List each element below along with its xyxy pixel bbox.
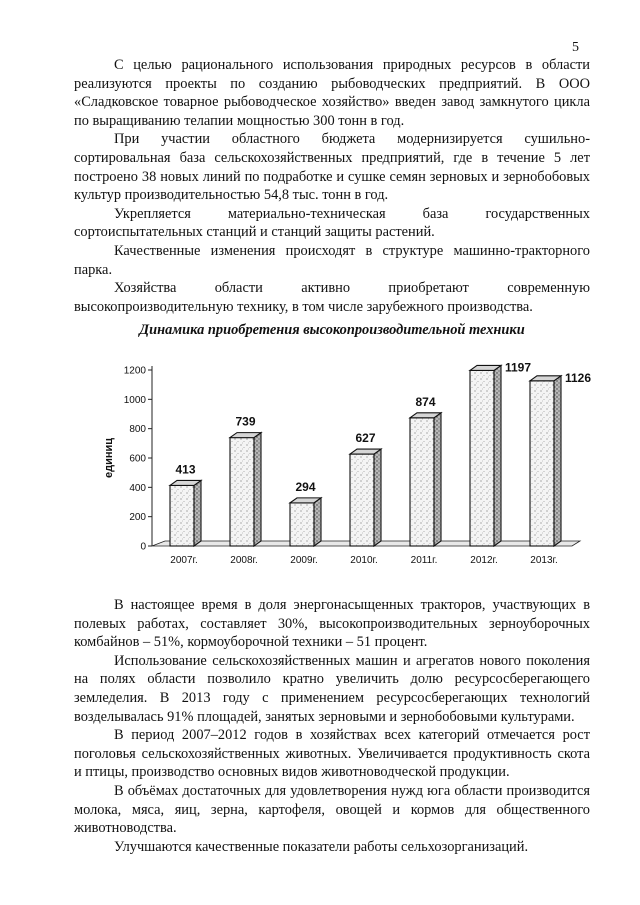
page-number: 5 (572, 40, 579, 55)
paragraph: В объёмах достаточных для удовлетворения нужд юга области производится молока, мяса, яиц, зерна, картофеля, овощей и кормов для общественного животноводства. (74, 782, 590, 837)
bar-front (410, 418, 434, 546)
paragraph: Хозяйства области активно приобретают современную высокопроизводительную технику, в том числе зарубежного производства. (74, 280, 590, 315)
bar-side (434, 413, 441, 546)
paragraph: При участии областного бюджета модернизируется сушильно-сортировальная база сельскохозяйственных предприятий, где в течение 5 лет построено 38 новых линий по подработке и сушке семян зерновых и зернобобовых культур производительностью 54,8 тыс. тонн в год. (74, 131, 590, 204)
y-tick-label: 600 (129, 453, 146, 465)
x-tick-label: 2012г. (470, 555, 498, 566)
paragraph: Улучшаются качественные показатели работы сельхозорганизаций. (114, 838, 529, 855)
bar-front (350, 454, 374, 546)
data-label: 627 (355, 431, 376, 446)
x-tick-label: 2009г. (290, 555, 318, 566)
bar-side (494, 365, 501, 546)
text-block-bottom (74, 596, 590, 856)
y-tick-label: 200 (129, 512, 146, 524)
bar-front (170, 485, 194, 546)
y-tick-label: 1200 (123, 365, 146, 377)
bar-front (290, 503, 314, 546)
x-tick-label: 2008г. (230, 555, 258, 566)
bar-front (470, 370, 494, 546)
y-tick-label: 0 (140, 541, 146, 553)
data-label: 1126 (565, 370, 592, 385)
data-label: 1197 (505, 360, 532, 375)
y-tick-label: 800 (129, 424, 146, 436)
bar-side (554, 376, 561, 546)
paragraph: Использование сельскохозяйственных машин и агрегатов нового поколения на полях области позволило кратно увеличить долю ресурсосберегающего земледелия. В 2013 году с применением ресурсосберегающих технологий возделывалась 91% площадей, занятых зерновыми и зернобобовыми культурами. (74, 652, 590, 725)
data-label: 739 (235, 414, 256, 429)
y-tick-label: 400 (129, 482, 146, 494)
x-tick-label: 2007г. (170, 555, 198, 566)
x-tick-label: 2011г. (410, 555, 438, 566)
bar-side (374, 449, 381, 546)
bar-side (194, 480, 201, 546)
bar-side (314, 498, 321, 546)
paragraph: С целью рационального использования природных ресурсов в области реализуются проекты по созданию рыбоводческих предприятий. В ООО «Сладковское товарное рыбоводческое хозяйство» введен завод замкнутого цикла по выращиванию телапии мощностью 300 тонн в год. (74, 57, 590, 129)
paragraph: Качественные изменения происходят в структуре машинно-тракторного парка. (74, 242, 590, 278)
paragraph: В настоящее время в доля энергонасыщенных тракторов, участвующих в полевых работах, составляет 30%, высокопроизводительных зерноуборочных комбайнов – 51%, кормоуборочной техники – 51 процент. (74, 597, 590, 651)
x-tick-label: 2010г. (350, 555, 378, 566)
y-axis-label: единиц (103, 437, 115, 479)
chart-caption: Динамика приобретения высокопроизводительной техники (139, 322, 525, 338)
bar-side (254, 433, 261, 546)
bar-front (230, 438, 254, 546)
y-tick-label: 1000 (123, 394, 146, 406)
bar-front (530, 381, 554, 546)
data-label: 874 (415, 394, 436, 409)
data-label: 294 (295, 479, 316, 494)
paragraph: В период 2007–2012 годов в хозяйствах всех категорий отмечается рост поголовья сельскохозяйственных животных. Увеличивается продуктивность скота и птицы, производство основных видов животноводческой продукции. (74, 727, 590, 781)
data-label: 413 (175, 462, 196, 477)
x-tick-label: 2013г. (530, 555, 558, 566)
paragraph: Укрепляется материально-техническая база государственных сортоиспытательных станций и станций защиты растений. (74, 205, 590, 241)
